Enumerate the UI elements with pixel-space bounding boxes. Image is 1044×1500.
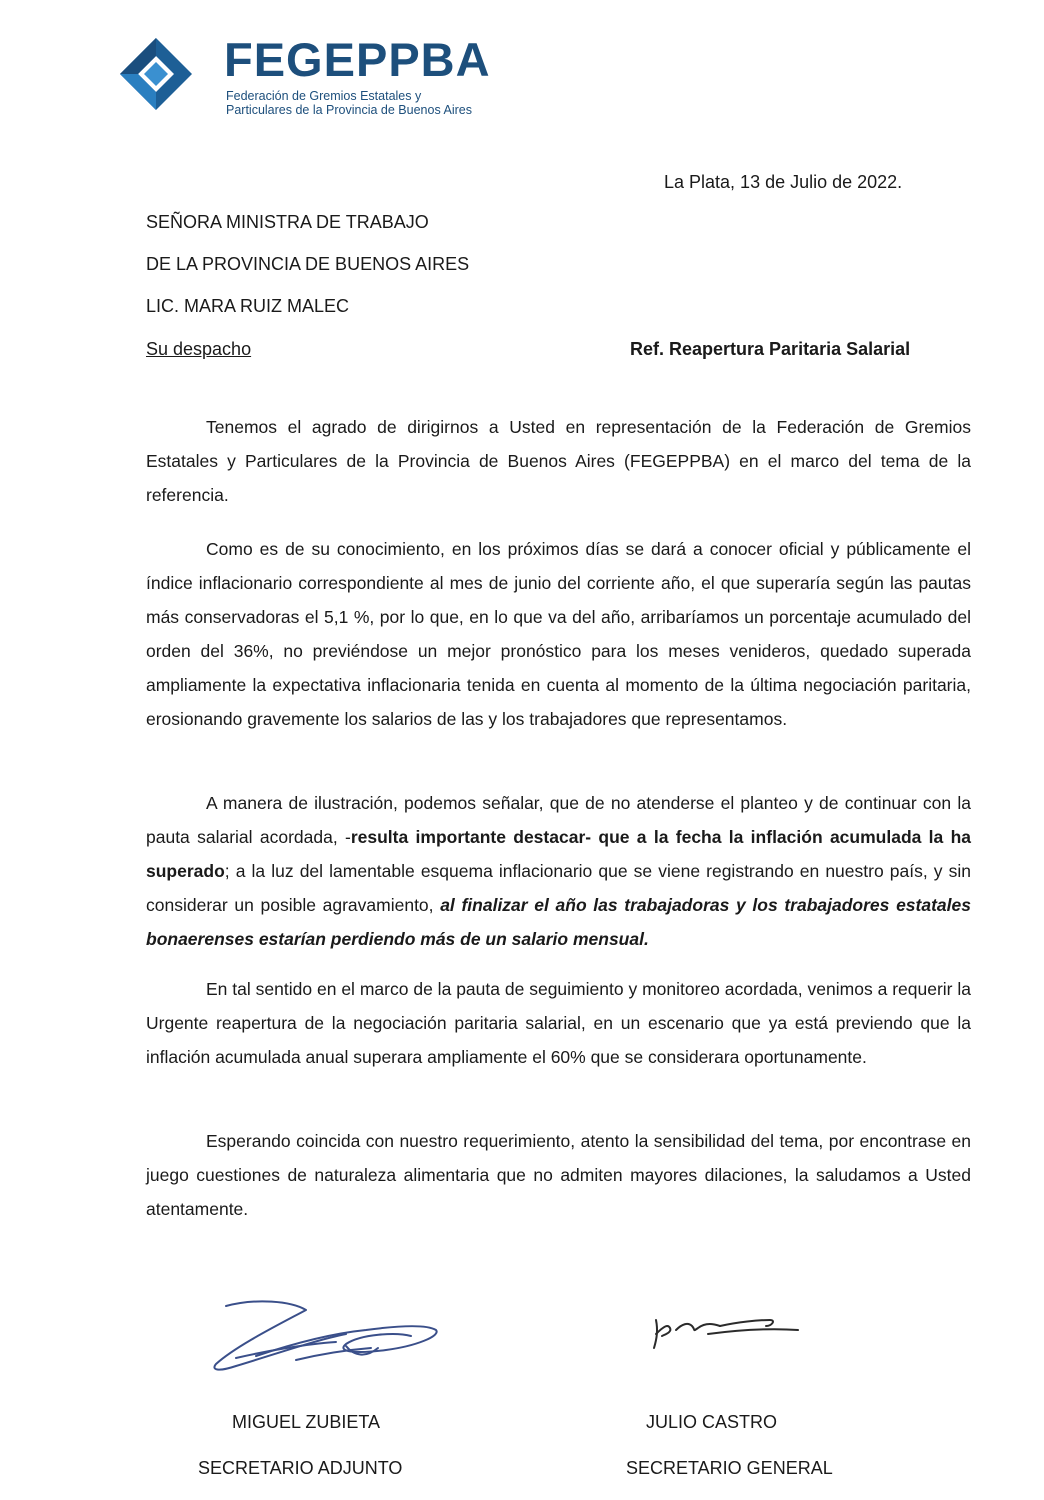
- paragraph-5: [146, 1124, 971, 1226]
- paragraph-4: [146, 972, 971, 1074]
- paragraph-3: [146, 786, 971, 956]
- addressee-line-2: DE LA PROVINCIA DE BUENOS AIRES: [146, 254, 470, 274]
- paragraph-3-text-a: A manera de ilustración, podemos señalar, que de no atenderse el planteo y de continuar con la pauta salarial acordada, -: [146, 793, 971, 847]
- addressee-line-1: SEÑORA MINISTRA DE TRABAJO: [146, 212, 429, 232]
- signatory-1-title: SECRETARIO ADJUNTO: [198, 1458, 403, 1478]
- addressee-line-4: Su despacho: [146, 339, 252, 359]
- paragraph-2-text: Como es de su conocimiento, en los próximos días se dará a conocer oficial y públicamente el índice inflacionario correspondiente al mes de junio del corriente año, el que superaría según las pautas más conservadoras el 5,1 %, por lo que, en lo que va del año, arribaríamos un porcentaje acumulado del orden del 36%, no previéndose un mejor pronóstico para los meses venideros, quedado superada ampliamente la expectativa inflacionaria tenida en cuenta al momento de la última negociación paritaria, erosionando gravemente los salarios de las y los trabajadores que representamos.: [146, 539, 971, 729]
- date-line: La Plata, 13 de Julio de 2022.: [664, 172, 903, 192]
- brand-subtitle: [226, 89, 472, 117]
- signatory-2-name: JULIO CASTRO: [646, 1412, 778, 1432]
- addressee-line-3: LIC. MARA RUIZ MALEC: [146, 296, 350, 316]
- letterhead: [116, 34, 536, 124]
- paragraph-5-text: Esperando coincida con nuestro requerimiento, atento la sensibilidad del tema, por encontrase en juego cuestiones de naturaleza alimentaria que no admiten mayores dilaciones, la saludamos a Usted atentamente.: [146, 1131, 971, 1219]
- signature-castro: [648, 1306, 808, 1356]
- paragraph-3-text-c: ; a la luz del lamentable esquema inflacionario que se viene registrando en nuestro país, y sin considerar un posible agravamiento,: [146, 861, 971, 915]
- fegeppba-logo-icon: [116, 34, 196, 114]
- paragraph-1-text: Tenemos el agrado de dirigirnos a Usted en representación de la Federación de Gremios Estatales y Particulares de la Provincia de Buenos Aires (FEGEPPBA) en el marco del tema de la referencia.: [146, 417, 971, 505]
- signatory-1-name: MIGUEL ZUBIETA: [232, 1412, 381, 1432]
- paragraph-4-text: En tal sentido en el marco de la pauta de seguimiento y monitoreo acordada, venimos a requerir la Urgente reapertura de la negociación paritaria salarial, en un escenario que ya está previendo que la inflación acumulada anual superara ampliamente el 60% que se considerara oportunamente.: [146, 979, 971, 1067]
- brand-name: FEGEPPBA: [224, 33, 491, 86]
- signature-zubieta: [196, 1296, 446, 1386]
- reference-line: Ref. Reapertura Paritaria Salarial: [630, 339, 911, 359]
- paragraph-1: [146, 410, 971, 512]
- brand-subtitle-line1: Federación de Gremios Estatales y: [226, 89, 422, 103]
- brand-subtitle-line2: Particulares de la Provincia de Buenos Aires: [226, 103, 472, 117]
- paragraph-2: [146, 532, 971, 736]
- paragraph-3-bold: resulta importante destacar- que a la fecha la inflación acumulada la ha superado: [146, 827, 971, 881]
- paragraph-3-bold-italic: al finalizar el año las trabajadoras y los trabajadores estatales bonaerenses estarían perdiendo más de un salario mensual.: [146, 895, 971, 949]
- signatory-2-title: SECRETARIO GENERAL: [626, 1458, 833, 1478]
